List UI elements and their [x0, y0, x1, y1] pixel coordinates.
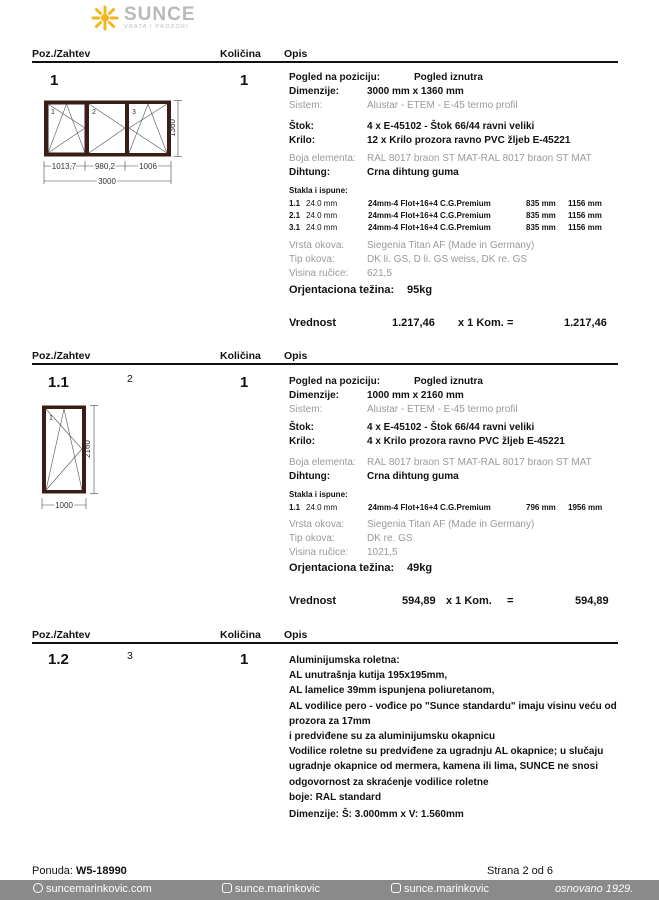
quantity: 1 — [240, 72, 249, 89]
height-dimension: 2160 — [83, 440, 92, 458]
frame-value: 4 x E-45102 - Štok 66/44 ravni veliki — [367, 422, 535, 433]
glass-width: 835 mm — [526, 223, 556, 232]
window-drawing — [38, 100, 188, 192]
header-opis: Opis — [284, 48, 308, 60]
width-dimension: 1013,7 — [51, 162, 77, 171]
page-number: Strana 2 od 6 — [487, 865, 554, 877]
glass-pos: 1.1 — [289, 503, 301, 512]
total-width-dimension: 3000 — [98, 177, 116, 186]
width-dimension: 1006 — [139, 162, 157, 171]
value-label: Vrednost — [289, 595, 337, 607]
glass-width: 835 mm — [526, 199, 556, 208]
table-header — [32, 46, 618, 63]
handle-height-value: 621,5 — [367, 268, 393, 279]
hardware-type-label: Tip okova: — [289, 254, 335, 265]
sash-value: 4 x Krilo prozora ravno PVC žljeb E-45221 — [367, 436, 565, 447]
sun-icon — [88, 4, 122, 32]
facebook-icon — [222, 883, 232, 893]
view-value: Pogled iznutra — [414, 72, 483, 83]
founded-tag: osnovano 1929. — [555, 883, 634, 895]
unit-price: 594,89 — [402, 595, 436, 607]
hardware-value: Siegenia Titan AF (Made in Germany) — [367, 519, 535, 530]
glass-spec: 24mm-4 Flot+16+4 C.G.Premium — [368, 199, 491, 208]
sash-label: 2 — [92, 109, 96, 116]
header-opis: Opis — [284, 629, 308, 641]
weight-label: Orjentaciona težina: — [289, 284, 395, 296]
frame-value: 4 x E-45102 - Štok 66/44 ravni veliki — [367, 121, 535, 132]
sash-label: Krilo: — [289, 135, 316, 146]
dimensions-label: Dimenzije: — [289, 86, 340, 97]
hardware-value: Siegenia Titan AF (Made in Germany) — [367, 240, 535, 251]
description-line: boje: RAL standard — [289, 791, 382, 803]
handle-height-label: Visina ručice: — [289, 547, 349, 558]
company-logo — [88, 4, 196, 32]
globe-icon — [33, 883, 43, 893]
hardware-label: Vrsta okova: — [289, 519, 345, 530]
sash-value: 12 x Krilo prozora ravno PVC žljeb E-45221 — [367, 135, 571, 146]
description-line: i predviđene su za aluminijumsku okapnicu — [289, 731, 496, 743]
glass-thickness: 24.0 mm — [306, 503, 338, 512]
table-header — [32, 348, 618, 365]
color-label: Boja elementa: — [289, 153, 356, 164]
window-frame — [44, 101, 171, 157]
glass-thickness: 24.0 mm — [306, 223, 338, 232]
sash-label: 1 — [51, 109, 55, 116]
glass-spec: 24mm-4 Flot+16+4 C.G.Premium — [368, 503, 491, 512]
quantity-multiplier: x 1 Kom. — [446, 595, 492, 607]
glass-pos: 1.1 — [289, 199, 301, 208]
gasket-label: Dihtung: — [289, 471, 331, 482]
view-value: Pogled iznutra — [414, 376, 483, 387]
sash-label: Krilo: — [289, 436, 316, 447]
position-number: 1 — [50, 72, 59, 89]
system-label: Sistem: — [289, 404, 323, 415]
unit-price: 1.217,46 — [392, 317, 435, 329]
width-dimension: 1000 — [55, 501, 73, 510]
brand-tagline: VRATA I PROZORI — [124, 24, 189, 31]
glass-width: 796 mm — [526, 503, 556, 512]
system-value: Alustar - ETEM - E-45 termo profil — [367, 404, 518, 415]
facebook-link[interactable] — [222, 883, 320, 895]
header-kolicina: Količina — [220, 48, 261, 60]
glass-height: 1156 mm — [568, 211, 602, 220]
dimensions-value: 3000 mm x 1360 mm — [367, 86, 464, 97]
color-label: Boja elementa: — [289, 457, 356, 468]
dimensions-value: Š: 3.000mm x V: 1.560mm — [342, 809, 464, 820]
total-price: 594,89 — [575, 595, 609, 607]
dimensions-label: Dimenzije: — [289, 809, 340, 820]
glass-height: 1156 mm — [568, 223, 602, 232]
glass-spec: 24mm-4 Flot+16+4 C.G.Premium — [368, 223, 491, 232]
frame-label: Štok: — [289, 121, 314, 132]
glass-title: Stakla i ispune: — [289, 186, 348, 195]
header-kolicina: Količina — [220, 350, 261, 362]
quantity: 1 — [240, 651, 249, 668]
website-link[interactable] — [33, 883, 152, 895]
view-label: Pogled na poziciju: — [289, 72, 381, 83]
facebook-text: sunce.marinkovic — [235, 883, 320, 895]
offer-value: W5-18990 — [76, 865, 127, 877]
contact-bar — [0, 880, 659, 900]
brand-name: SUNCE — [124, 4, 196, 26]
header-poz: Poz./Zahtev — [32, 350, 91, 362]
dimensions-value: 1000 mm x 2160 mm — [367, 390, 464, 401]
glass-title: Stakla i ispune: — [289, 490, 348, 499]
total-price: 1.217,46 — [564, 317, 607, 329]
instagram-icon — [391, 883, 401, 893]
quantity-multiplier: x 1 Kom. — [458, 317, 504, 329]
sash-label: 1 — [49, 415, 53, 422]
description-line: AL vodilice pero - vođice po "Sunce standardu" imaju visinu veću od — [289, 700, 617, 712]
description-line: Aluminijumska roletna: — [289, 655, 400, 666]
glass-spec: 24mm-4 Flot+16+4 C.G.Premium — [368, 211, 491, 220]
glass-pos: 3.1 — [289, 223, 301, 232]
glass-thickness: 24.0 mm — [306, 211, 338, 220]
hardware-type-label: Tip okova: — [289, 533, 335, 544]
glass-height: 1156 mm — [568, 199, 602, 208]
height-dimension: 1360 — [168, 119, 177, 137]
system-value: Alustar - ETEM - E-45 termo profil — [367, 100, 518, 111]
weight-value: 95kg — [407, 284, 433, 296]
description-line: Vodilice roletne su predviđene za ugradnju AL okapnice; u slučaju — [289, 746, 604, 758]
header-poz: Poz./Zahtev — [32, 48, 91, 60]
color-value: RAL 8017 braon ST MAT-RAL 8017 braon ST MAT — [367, 457, 592, 468]
header-kolicina: Količina — [220, 629, 261, 641]
table-header — [32, 627, 618, 644]
system-label: Sistem: — [289, 100, 323, 111]
window-drawing — [38, 405, 108, 517]
position-index: 3 — [127, 650, 133, 662]
website-text: suncemarinkovic.com — [46, 883, 152, 895]
hardware-type-value: DK li. GS, D li. GS weiss, DK re. GS — [367, 254, 528, 265]
gasket-value: Crna dihtung guma — [367, 471, 459, 482]
dimensions-label: Dimenzije: — [289, 390, 340, 401]
value-label: Vrednost — [289, 317, 337, 329]
position-index: 2 — [127, 373, 133, 385]
description-line: AL lamelice 39mm ispunjena poliuretanom, — [289, 685, 495, 697]
glass-pos: 2.1 — [289, 211, 301, 220]
weight-label: Orjentaciona težina: — [289, 562, 395, 574]
view-label: Pogled na poziciju: — [289, 376, 381, 387]
description-line: odgovornost za skraćenje vodilice roletne — [289, 776, 489, 788]
width-dimension: 980,2 — [94, 162, 116, 171]
equals-sign: = — [507, 595, 514, 607]
glass-height: 1956 mm — [568, 503, 603, 512]
weight-value: 49kg — [407, 562, 433, 574]
offer-label: Ponuda: — [32, 865, 73, 877]
header-opis: Opis — [284, 350, 308, 362]
gasket-label: Dihtung: — [289, 167, 331, 178]
header-poz: Poz./Zahtev — [32, 629, 91, 641]
hardware-type-value: DK re. GS — [367, 533, 413, 544]
equals-sign: = — [507, 317, 514, 329]
description-line: AL unutrašnja kutija 195x195mm, — [289, 670, 448, 682]
position-number: 1.2 — [48, 651, 69, 668]
handle-height-value: 1021,5 — [367, 547, 398, 558]
description-line: prozora za 17mm — [289, 715, 371, 727]
glass-width: 835 mm — [526, 211, 556, 220]
frame-label: Štok: — [289, 422, 314, 433]
quantity: 1 — [240, 374, 249, 391]
offer-number — [32, 865, 127, 877]
sash-label: 3 — [132, 109, 136, 116]
color-value: RAL 8017 braon ST MAT-RAL 8017 braon ST MAT — [367, 153, 592, 164]
instagram-link[interactable] — [391, 883, 489, 895]
description-line: ugradnje okapnice od mermera, kamena ili lima, SUNCE ne snosi — [289, 761, 598, 773]
handle-height-label: Visina ručice: — [289, 268, 349, 279]
gasket-value: Crna dihtung guma — [367, 167, 459, 178]
glass-thickness: 24.0 mm — [306, 199, 338, 208]
instagram-text: sunce.marinkovic — [404, 883, 489, 895]
shutter-description — [289, 653, 617, 805]
hardware-label: Vrsta okova: — [289, 240, 345, 251]
position-number: 1.1 — [48, 374, 69, 391]
